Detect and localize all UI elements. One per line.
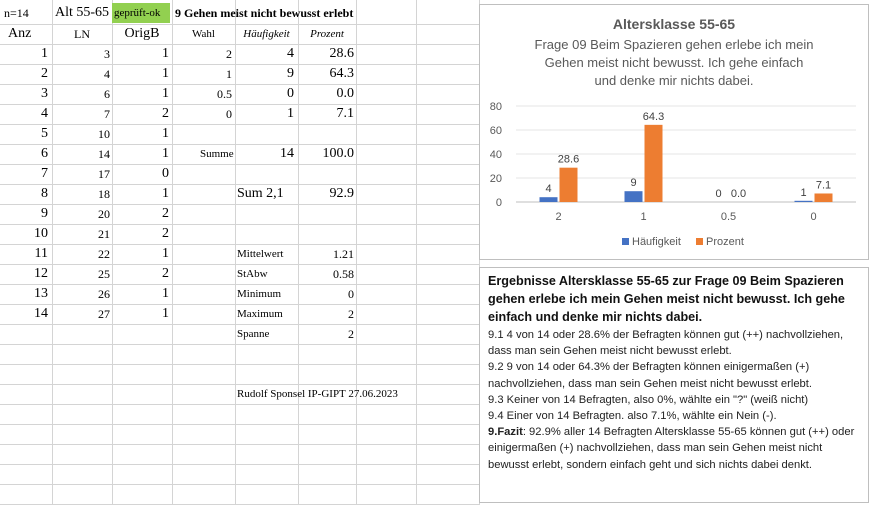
data-label: 0.0 bbox=[730, 188, 747, 200]
result-line-3: 9.3 Keiner von 14 Befragten, also 0%, wählte ein "?" (weiß nicht) bbox=[488, 393, 809, 406]
freq-prozent: 7.1 bbox=[336, 106, 354, 121]
data-label: 28.6 bbox=[557, 153, 580, 166]
row-anz: 14 bbox=[34, 306, 48, 321]
bar-prozent bbox=[560, 168, 578, 202]
col-header-haeufigkeit: Häufigkeit bbox=[243, 28, 290, 40]
row-anz: 7 bbox=[41, 166, 48, 181]
col-header-wahl: Wahl bbox=[192, 28, 215, 40]
row-origb: 0 bbox=[162, 166, 169, 181]
bar-haeufigkeit bbox=[540, 197, 558, 202]
stat-value: 2 bbox=[348, 327, 354, 341]
row-origb: 1 bbox=[162, 186, 169, 201]
status-badge: geprüft-ok bbox=[112, 3, 170, 23]
bar-prozent bbox=[815, 193, 833, 202]
freq-haeufigkeit: 4 bbox=[287, 46, 294, 61]
data-label: 4 bbox=[545, 183, 552, 196]
row-origb: 2 bbox=[162, 266, 169, 281]
y-tick-label: 40 bbox=[489, 149, 502, 161]
data-label: 9 bbox=[630, 177, 637, 190]
col-header-origb: OrigB bbox=[124, 26, 160, 41]
row-ln: 25 bbox=[98, 267, 110, 281]
data-label: 1 bbox=[800, 186, 807, 199]
author-credit: Rudolf Sponsel IP-GIPT 27.06.2023 bbox=[237, 388, 398, 400]
stat-value: 0.58 bbox=[333, 267, 354, 281]
chart-panel[interactable] bbox=[479, 4, 869, 260]
row-ln: 14 bbox=[98, 147, 110, 161]
freq-prozent: 64.3 bbox=[329, 66, 354, 81]
row-anz: 3 bbox=[41, 86, 48, 101]
freq-haeufigkeit: 0 bbox=[287, 86, 294, 101]
legend-label: Prozent bbox=[706, 236, 744, 248]
stat-value: 0 bbox=[348, 287, 354, 301]
col-header-ln: LN bbox=[74, 27, 90, 41]
chart-title: Altersklasse 55-65 bbox=[612, 16, 736, 32]
row-anz: 5 bbox=[41, 126, 48, 141]
legend-label: Häufigkeit bbox=[632, 236, 681, 248]
row-ln: 7 bbox=[104, 107, 110, 121]
freq-haeufigkeit: 9 bbox=[287, 66, 294, 81]
summe-haeufigkeit: 14 bbox=[280, 146, 294, 161]
row-ln: 4 bbox=[104, 67, 110, 81]
row-origb: 1 bbox=[162, 46, 169, 61]
result-line-2: 9.2 9 von 14 oder 64.3% der Befragten können einigermaßen (+) nachvollziehen, dass man sein Gehen meist nicht bewusst erlebt. bbox=[488, 361, 812, 390]
freq-haeufigkeit: 1 bbox=[287, 106, 294, 121]
summe-label: Summe bbox=[200, 148, 234, 160]
row-ln: 18 bbox=[98, 187, 110, 201]
row-origb: 1 bbox=[162, 286, 169, 301]
row-anz: 8 bbox=[41, 186, 48, 201]
fazit-text: : 92.9% aller 14 Befragten Altersklasse 55-65 können gut (++) oder einigermaßen (+) nachvollziehen, dass man sein Gehen meist nicht bewusst erlebt, sondern einfach geht und sich nichts dabei denkt. bbox=[488, 426, 855, 471]
sum21-label: Sum 2,1 bbox=[237, 186, 284, 201]
row-origb: 1 bbox=[162, 86, 169, 101]
row-anz: 9 bbox=[41, 206, 48, 221]
question-title: 9 Gehen meist nicht bewusst erlebt bbox=[175, 6, 354, 20]
row-anz: 4 bbox=[41, 106, 48, 121]
results-title: Ergebnisse Altersklasse 55-65 zur Frage 09 Beim Spazieren gehen erlebe ich mein Gehen meist nicht bewusst. Ich gehe einfach und denke mir nichts dabei. bbox=[488, 274, 845, 324]
age-group-label: Alt 55-65 bbox=[55, 5, 110, 20]
summe-prozent: 100.0 bbox=[322, 146, 354, 161]
result-line-4: 9.4 Einer von 14 Befragten. also 7.1%, wählte ein Nein (-). bbox=[488, 410, 777, 423]
y-tick-label: 60 bbox=[489, 125, 502, 137]
bar-haeufigkeit bbox=[795, 201, 813, 202]
data-label: 7.1 bbox=[815, 179, 832, 192]
freq-wahl: 0 bbox=[226, 107, 232, 121]
row-origb: 1 bbox=[162, 126, 169, 141]
stat-label: StAbw bbox=[237, 268, 268, 280]
bar-prozent bbox=[645, 125, 663, 202]
legend-swatch bbox=[622, 238, 629, 245]
row-ln: 22 bbox=[98, 247, 110, 261]
row-anz: 10 bbox=[34, 226, 48, 241]
freq-prozent: 0.0 bbox=[336, 86, 354, 101]
row-ln: 17 bbox=[98, 167, 110, 181]
row-anz: 1 bbox=[41, 46, 48, 61]
sample-size: n=14 bbox=[4, 6, 29, 20]
stat-value: 2 bbox=[348, 307, 354, 321]
row-origb: 1 bbox=[162, 66, 169, 81]
chart-subtitle: Frage 09 Beim Spazieren gehen erlebe ich mein Gehen meist nicht bewusst. Ich gehe einfach und denke mir nichts dabei. bbox=[534, 37, 814, 88]
result-line-1: 9.1 4 von 14 oder 28.6% der Befragten können gut (++) nachvollziehen, dass man sein Gehen meist nicht bewusst erlebt. bbox=[488, 329, 844, 358]
stat-label: Maximum bbox=[237, 308, 283, 320]
data-label: 0 bbox=[715, 188, 722, 200]
row-anz: 11 bbox=[34, 246, 48, 261]
row-origb: 2 bbox=[162, 106, 169, 121]
row-ln: 20 bbox=[98, 207, 110, 221]
result-fazit bbox=[488, 424, 860, 473]
row-ln: 10 bbox=[98, 127, 110, 141]
row-origb: 1 bbox=[162, 306, 169, 321]
freq-prozent: 28.6 bbox=[329, 46, 354, 61]
freq-wahl: 2 bbox=[226, 47, 232, 61]
row-ln: 26 bbox=[98, 287, 110, 301]
col-header-anz: Anz bbox=[8, 26, 32, 41]
row-ln: 27 bbox=[98, 307, 110, 321]
x-tick-label: 1 bbox=[640, 211, 647, 223]
results-textbox[interactable] bbox=[479, 267, 869, 503]
row-anz: 12 bbox=[34, 266, 48, 281]
fazit-label: 9.Fazit bbox=[488, 426, 523, 439]
x-tick-label: 2 bbox=[555, 211, 562, 223]
col-header-prozent: Prozent bbox=[310, 28, 344, 40]
y-tick-label: 0 bbox=[495, 197, 502, 209]
bar-chart bbox=[480, 5, 868, 259]
legend-swatch bbox=[696, 238, 703, 245]
x-tick-label: 0.5 bbox=[720, 211, 737, 223]
freq-wahl: 1 bbox=[226, 67, 232, 81]
x-tick-label: 0 bbox=[810, 211, 817, 223]
row-ln: 3 bbox=[104, 47, 110, 61]
stat-label: Minimum bbox=[237, 288, 282, 300]
freq-wahl: 0.5 bbox=[217, 87, 232, 101]
row-anz: 6 bbox=[41, 146, 48, 161]
row-origb: 2 bbox=[162, 206, 169, 221]
stat-label: Spanne bbox=[237, 328, 270, 340]
y-tick-label: 80 bbox=[489, 101, 502, 113]
row-origb: 2 bbox=[162, 226, 169, 241]
row-origb: 1 bbox=[162, 246, 169, 261]
sum21-prozent: 92.9 bbox=[329, 186, 354, 201]
bar-haeufigkeit bbox=[625, 191, 643, 202]
data-label: 64.3 bbox=[642, 110, 665, 123]
y-tick-label: 20 bbox=[489, 173, 502, 185]
row-origb: 1 bbox=[162, 146, 169, 161]
row-anz: 2 bbox=[41, 66, 48, 81]
row-ln: 21 bbox=[98, 227, 110, 241]
stat-label: Mittelwert bbox=[237, 248, 284, 260]
row-anz: 13 bbox=[34, 286, 48, 301]
stat-value: 1.21 bbox=[333, 247, 354, 261]
row-ln: 6 bbox=[104, 87, 110, 101]
